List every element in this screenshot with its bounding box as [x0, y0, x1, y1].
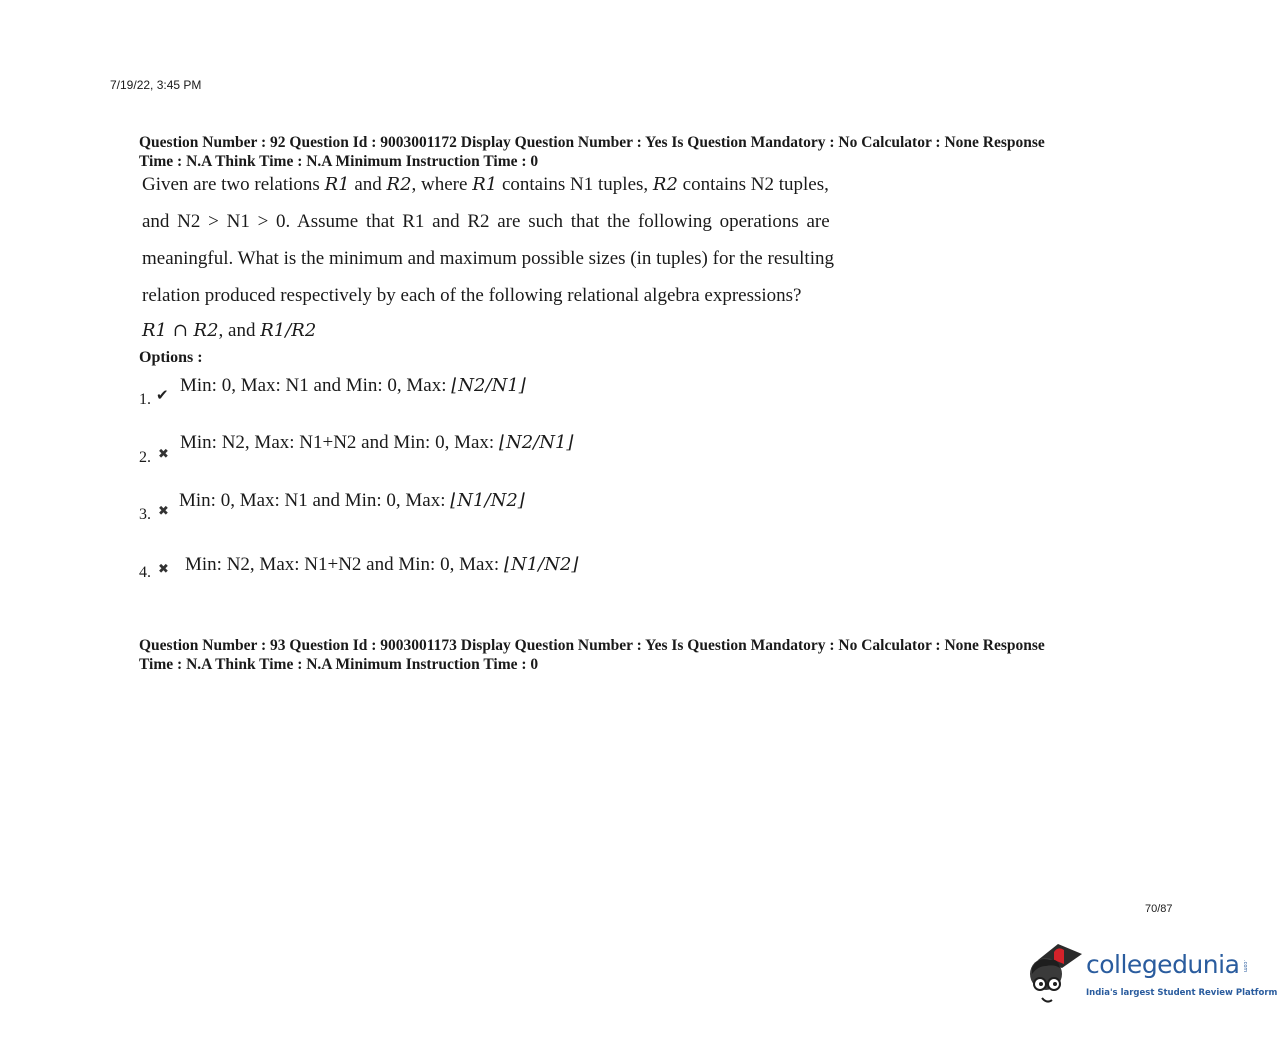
mascot-icon: [1024, 938, 1088, 1008]
question-93-meta-line2: Time : N.A Think Time : N.A Minimum Instruction Time : 0: [139, 656, 539, 673]
option-text: [185, 554, 578, 576]
logo-tagline: India's largest Student Review Platform: [1086, 988, 1278, 998]
option-number: 4.: [139, 564, 151, 581]
math-var: R2: [386, 174, 412, 195]
option-math: ⌊N1/N2⌋: [503, 554, 579, 575]
option-math: ⌊N1/N2⌋: [450, 490, 525, 511]
collegedunia-logo: [1024, 938, 1278, 1008]
incorrect-cross-icon: ✖: [158, 561, 169, 576]
options-label: Options :: [139, 349, 203, 366]
option-text-run: Min: 0, Max: N1 and Min: 0, Max:: [180, 375, 452, 396]
option-text-run: Min: 0, Max: N1 and Min: 0, Max:: [179, 490, 451, 511]
question-93-meta: [139, 636, 1139, 674]
text-run: and: [349, 174, 387, 195]
logo-wordmark: collegedunia: [1086, 950, 1240, 979]
question-92-meta-line1: Question Number : 92 Question Id : 9003001172 Display Question Number : Yes Is Question Mandatory : No Calculator : None Response: [139, 134, 1045, 151]
option-number: 2.: [139, 449, 151, 466]
option-number: 1.: [139, 391, 151, 408]
option-text: [180, 375, 526, 397]
question-body-line-1: [142, 174, 829, 196]
option-number: 3.: [139, 506, 151, 523]
option-text: [179, 490, 525, 512]
text-run: , where: [411, 174, 473, 195]
incorrect-cross-icon: ✖: [158, 503, 169, 518]
text-run: , and: [218, 320, 261, 341]
question-93-meta-line1: Question Number : 93 Question Id : 9003001173 Display Question Number : Yes Is Question Mandatory : No Calculator : None Response: [139, 637, 1045, 654]
math-var: R1: [324, 174, 350, 195]
question-body-line-2: and N2 > N1 > 0. Assume that R1 and R2 are such that the following operations are: [142, 211, 830, 232]
question-body-line-3: meaningful. What is the minimum and maximum possible sizes (in tuples) for the resulting: [142, 248, 834, 269]
option-math: ⌊N2/N1⌋: [451, 375, 526, 396]
question-92-meta-line2: Time : N.A Think Time : N.A Minimum Instruction Time : 0: [139, 153, 539, 170]
incorrect-cross-icon: ✖: [158, 446, 169, 461]
text-run: contains N2 tuples,: [677, 174, 829, 195]
math-var: R2: [652, 174, 678, 195]
page-number: 70/87: [1145, 903, 1173, 915]
question-body-line-5: [142, 320, 316, 342]
option-text: [180, 432, 573, 454]
math-var: R1: [472, 174, 498, 195]
text-run: Given are two relations: [142, 174, 325, 195]
logo-dotcom: .com: [1242, 960, 1248, 973]
correct-check-icon: ✔: [156, 388, 169, 404]
option-text-run: Min: N2, Max: N1+N2 and Min: 0, Max:: [185, 554, 504, 575]
math-expression: R1 ∩ R2: [142, 320, 219, 341]
option-math: ⌊N2/N1⌋: [498, 432, 574, 453]
print-timestamp: 7/19/22, 3:45 PM: [110, 78, 202, 92]
math-expression: R1/R2: [260, 320, 317, 341]
question-body-line-4: relation produced respectively by each of the following relational algebra expressions?: [142, 285, 802, 306]
question-92-meta: [139, 133, 1139, 171]
option-text-run: Min: N2, Max: N1+N2 and Min: 0, Max:: [180, 432, 499, 453]
text-run: contains N1 tuples,: [497, 174, 653, 195]
